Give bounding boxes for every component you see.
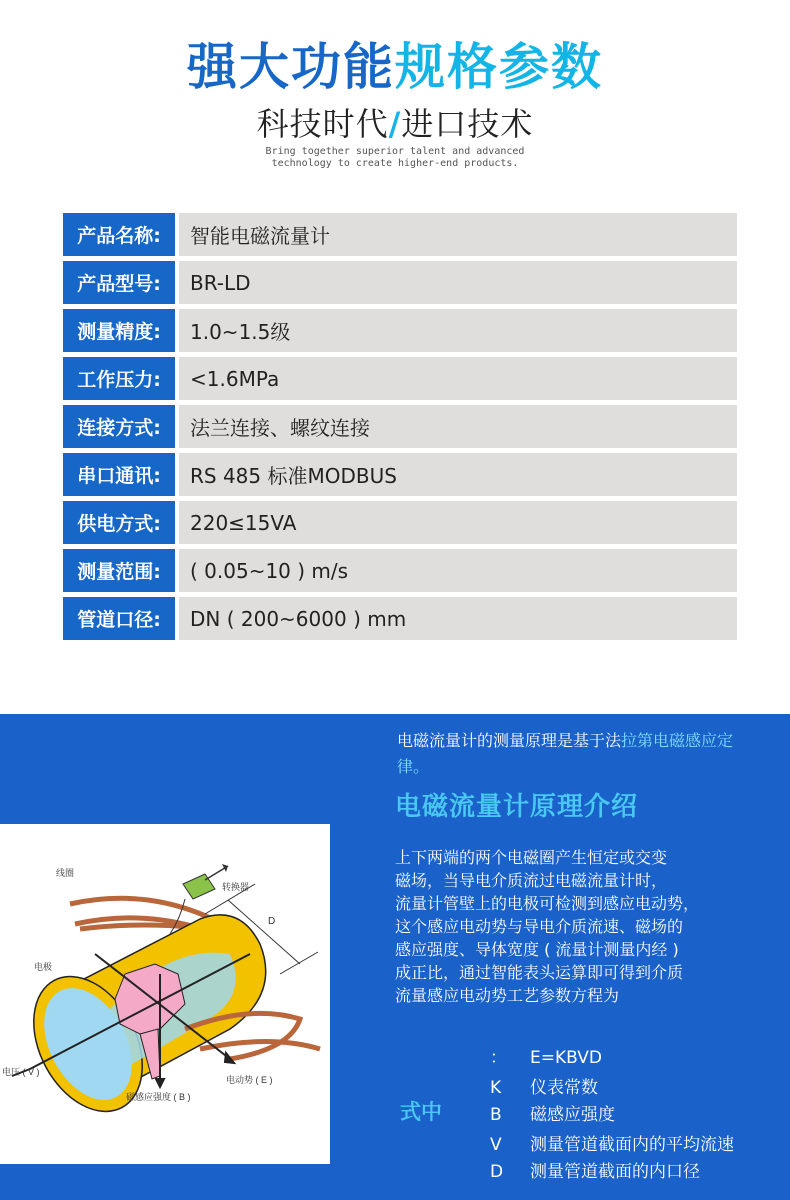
spec-value: ( 0.05~10 ) m/s — [179, 549, 737, 592]
english-tagline — [0, 146, 790, 170]
formula-row — [490, 1073, 598, 1098]
english-tagline-line-1: Bring together superior talent and advanced — [265, 146, 525, 157]
intro-text — [397, 728, 747, 780]
formula-row — [490, 1157, 700, 1182]
spec-row — [63, 501, 737, 544]
formula-row — [490, 1043, 602, 1068]
spec-label: 连接方式: — [63, 405, 175, 448]
spec-value: <1.6MPa — [179, 357, 737, 400]
spec-table — [63, 213, 737, 645]
diagram-label-emf: 电动势 ( E ) — [226, 1075, 273, 1085]
principle-line: 成正比，通过智能表头运算即可得到介质 — [395, 963, 684, 982]
intro-normal: 电磁流量计的测量原理是基于法 — [397, 731, 622, 750]
formula-text: 仪表常数 — [530, 1078, 598, 1098]
principle-line: 磁场，当导电介质流过电磁流量计时， — [395, 871, 668, 890]
spec-value: 智能电磁流量计 — [179, 213, 737, 256]
principle-line: 上下两端的两个电磁圈产生恒定或交变 — [395, 848, 668, 867]
subtitle-slash: / — [388, 105, 402, 143]
page-subtitle — [0, 104, 790, 144]
page-title — [0, 36, 790, 98]
spec-label: 测量精度: — [63, 309, 175, 352]
diagram-label-diameter: D — [268, 916, 276, 927]
spec-label: 管道口径: — [63, 597, 175, 640]
diagram-label-voltage: 电压 ( V ) — [2, 1067, 40, 1077]
spec-row — [63, 597, 737, 640]
intro-highlight: 拉第电磁感应定律。 — [397, 731, 734, 776]
spec-row — [63, 405, 737, 448]
formula-text: 测量管道截面的内口径 — [530, 1162, 700, 1182]
formula-text: 磁感应强度 — [530, 1105, 615, 1125]
formula-row — [490, 1130, 734, 1155]
spec-value: 220≤15VA — [179, 501, 737, 544]
formula-symbol: ： — [490, 1048, 507, 1068]
spec-label: 工作压力: — [63, 357, 175, 400]
spec-label: 串口通讯: — [63, 453, 175, 496]
formula-symbol: D — [490, 1162, 504, 1182]
subtitle-right: 进口技术 — [401, 105, 534, 143]
spec-row — [63, 549, 737, 592]
spec-label: 测量范围: — [63, 549, 175, 592]
spec-row — [63, 261, 737, 304]
diagram-label-flux: 磁感应强度 ( B ) — [126, 1092, 191, 1102]
formula-text: E=KBVD — [530, 1048, 602, 1068]
principle-line: 流量计管壁上的电极可检测到感应电动势， — [395, 894, 700, 913]
principle-line: 流量感应电动势工艺参数方程为 — [395, 986, 620, 1005]
english-tagline-line-2: technology to create higher-end products. — [271, 158, 519, 169]
diagram-label-electrode: 电极 — [34, 962, 53, 972]
diagram-label-coil: 线圈 — [56, 868, 75, 878]
formula-row — [490, 1100, 615, 1125]
spec-row — [63, 357, 737, 400]
formula-text: 测量管道截面内的平均流速 — [530, 1135, 734, 1155]
subtitle-left: 科技时代 — [256, 105, 389, 143]
spec-value: DN ( 200~6000 ) mm — [179, 597, 737, 640]
spec-row — [63, 213, 737, 256]
formula-symbol: K — [490, 1078, 502, 1098]
spec-label: 产品名称: — [63, 213, 175, 256]
spec-label: 供电方式: — [63, 501, 175, 544]
spec-label: 产品型号: — [63, 261, 175, 304]
spec-row — [63, 309, 737, 352]
spec-value: RS 485 标准MODBUS — [179, 453, 737, 496]
principle-title: 电磁流量计原理介绍 — [395, 792, 639, 822]
spec-row — [63, 453, 737, 496]
formula-label: 式中 — [400, 1100, 442, 1124]
spec-value: BR-LD — [179, 261, 737, 304]
principle-body — [395, 846, 765, 1007]
spec-value: 1.0~1.5级 — [179, 309, 737, 352]
principle-line: 这个感应电动势与导电介质流速、磁场的 — [395, 917, 684, 936]
principle-line: 感应强度、导体宽度 ( 流量计测量内经 ) — [395, 940, 679, 959]
title-part-2: 规格参数 — [395, 38, 603, 96]
diagram-label-converter: 转换器 — [222, 882, 250, 892]
formula-symbol: V — [490, 1135, 502, 1155]
formula-symbol: B — [490, 1105, 502, 1125]
title-part-1: 强大功能 — [187, 38, 395, 96]
flowmeter-diagram — [0, 824, 330, 1164]
spec-value: 法兰连接、螺纹连接 — [179, 405, 737, 448]
